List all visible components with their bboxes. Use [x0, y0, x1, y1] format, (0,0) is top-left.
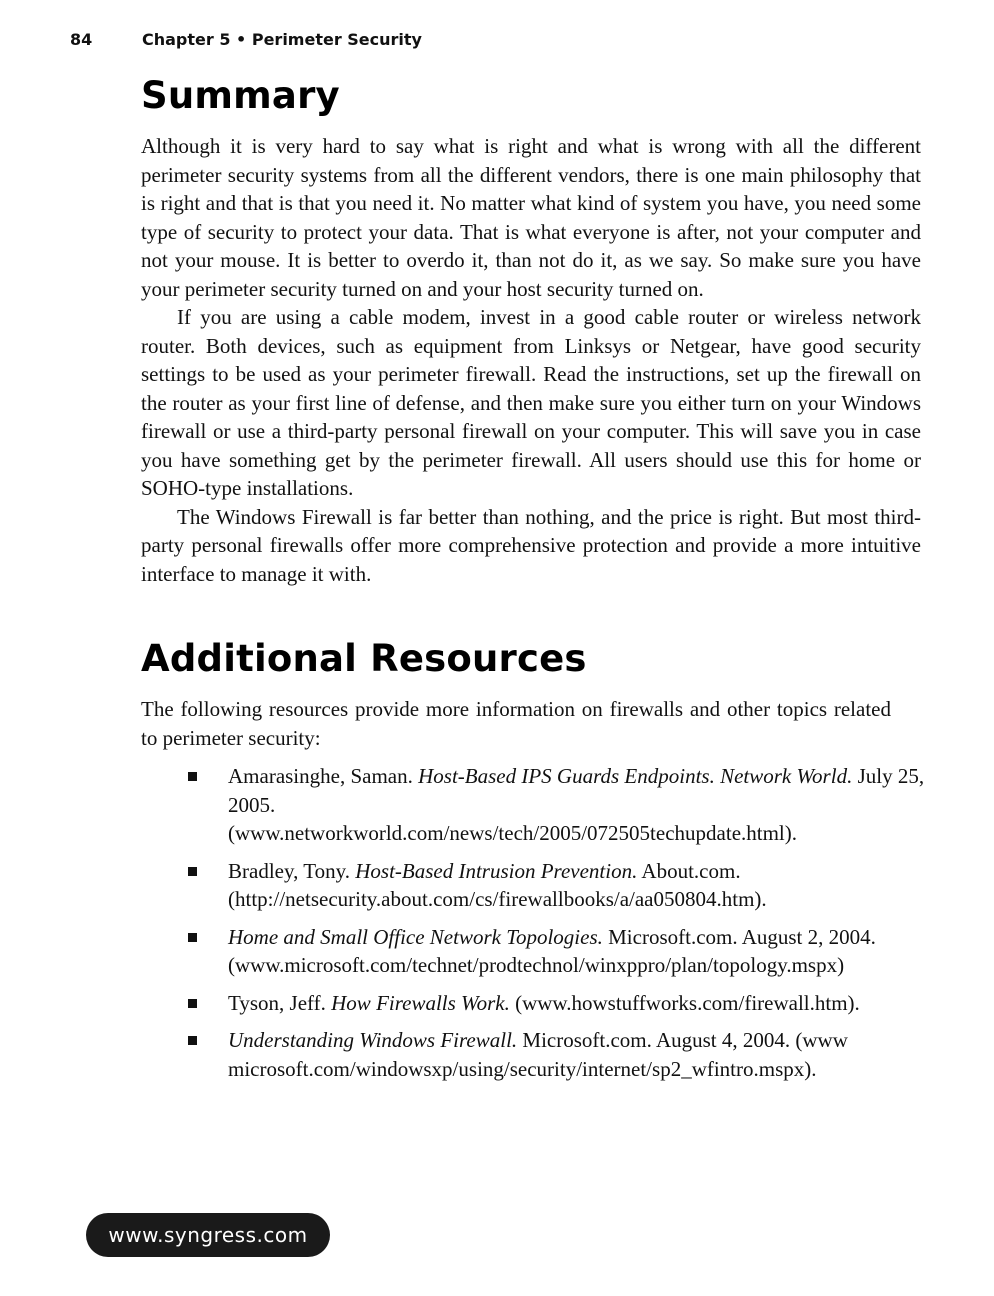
resource-details: Microsoft.com. August 4, 2004. (www microsoft.com/windowsxp/using/security/internet/sp2_wfintro.mspx).: [228, 1028, 848, 1081]
summary-body: [141, 132, 921, 588]
resource-item: [188, 762, 928, 848]
bullet-square-icon: [188, 1036, 197, 1045]
summary-paragraph: The Windows Firewall is far better than nothing, and the price is right. But most third-party personal firewalls offer more comprehensive protection and provide a more intuitive interface to manage it with.: [141, 504, 921, 586]
running-header: [70, 30, 422, 49]
footer-website[interactable]: www.syngress.com: [108, 1223, 308, 1247]
resource-title: How Firewalls Work.: [331, 990, 510, 1015]
additional-resources-heading: Additional Resources: [141, 637, 587, 680]
bullet-square-icon: [188, 772, 197, 781]
bullet-square-icon: [188, 867, 197, 876]
resource-title: Home and Small Office Network Topologies.: [228, 924, 603, 949]
resource-author: Bradley, Tony.: [228, 858, 356, 883]
resource-url[interactable]: (www.networkworld.com/news/tech/2005/072505techupdate.html).: [228, 821, 798, 845]
resource-list: [188, 762, 928, 1092]
footer-website-badge[interactable]: [86, 1213, 330, 1257]
resource-author: Tyson, Jeff.: [228, 990, 332, 1015]
summary-paragraph: Although it is very hard to say what is right and what is wrong with all the different perimeter security systems from all the different vendors, there is one main philosophy that is right and that is that you need it. No matter what kind of system you have, you need some type of security to protect your data. That is what everyone is after, not your computer and not your mouse. It is better to overdo it, than not do it, as we say. So make sure you have your perimeter security turned on and your host security turned on.: [141, 134, 921, 301]
resources-intro: The following resources provide more information on firewalls and other topics related to perimeter security:: [141, 697, 891, 750]
resource-title: Host-Based Intrusion Prevention.: [355, 858, 638, 883]
resource-item: [188, 923, 928, 980]
running-title: Chapter 5 • Perimeter Security: [142, 30, 422, 49]
resource-details: (www.howstuffworks.com/firewall.htm).: [509, 990, 860, 1015]
resource-details: July 25, 2005.: [228, 764, 925, 817]
resource-item: [188, 989, 928, 1018]
resource-author: Amarasinghe, Saman.: [228, 764, 419, 788]
page-number: 84: [70, 30, 93, 49]
bullet-square-icon: [188, 999, 197, 1008]
summary-paragraph: If you are using a cable modem, invest in a good cable router or wireless network router. Both devices, such as equipment from Linksys or Netgear, have good security settings to be used as your perimeter firewall. Read the instructions, set up the firewall on the router as your first line of defense, and then make sure you either turn on your Windows firewall or use a third-party personal firewall on your computer. This will save you in case you have something get by the perimeter firewall. All users should use this for home or SOHO-type installations.: [141, 305, 921, 500]
resource-item: [188, 1026, 928, 1083]
resource-url[interactable]: (www.microsoft.com/technet/prodtechnol/winxppro/plan/topology.mspx): [228, 953, 845, 977]
resource-details: Microsoft.com. August 2, 2004.: [602, 924, 876, 949]
resource-details: About.com. (http://netsecurity.about.com/cs/firewallbooks/a/aa050804.htm).: [228, 858, 767, 911]
summary-heading: Summary: [141, 74, 340, 117]
resource-title: Host-Based IPS Guards Endpoints. Network World.: [418, 764, 853, 788]
resources-intro-block: [141, 695, 891, 752]
resource-title: Understanding Windows Firewall.: [228, 1028, 518, 1052]
resource-item: [188, 857, 928, 914]
bullet-square-icon: [188, 933, 197, 942]
